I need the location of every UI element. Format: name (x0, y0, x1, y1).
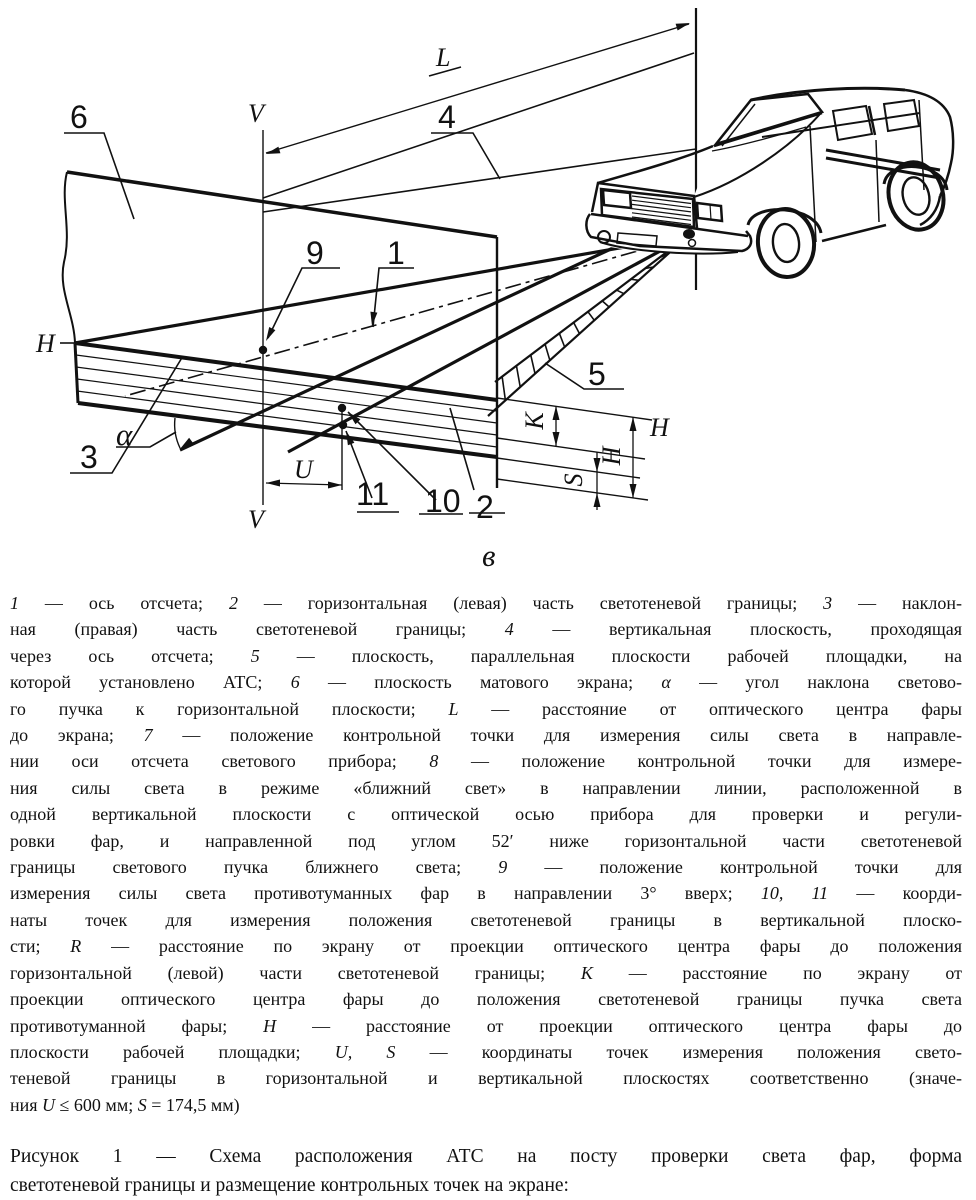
leader-5 (545, 363, 624, 389)
label-1: 1 (387, 235, 405, 271)
dimension-L (266, 23, 690, 154)
legend-line: плоскости рабочей площадки; U, S — координаты точек измерения положения свето- (10, 1041, 962, 1062)
label-6: 6 (70, 99, 88, 135)
caption-line-1: Рисунок 1 — Схема расположения АТС на посту проверки света фар, форма (10, 1146, 962, 1168)
point-11 (339, 421, 347, 429)
legend-line: нии оси отсчета светового прибора; 8 — положение контрольной точки для измере- (10, 751, 962, 772)
label-3: 3 (80, 439, 98, 475)
label-4: 4 (438, 99, 456, 135)
legend-line: границы светового пучка ближнего света; 9 — положение контрольной точки для (10, 857, 962, 878)
label-H-left: H (36, 329, 55, 358)
headlamp-origin-point (683, 229, 695, 239)
caption-line-2: светотеневой границы и размещение контрольных точек на экране: (10, 1175, 569, 1197)
vv-axis-line (263, 130, 342, 505)
figure-legend (0, 578, 976, 1118)
alpha-angle-arc (175, 418, 194, 449)
legend-line: го пучка к горизонтальной плоскости; L — расстояние от оптического центра фары (10, 698, 962, 719)
label-v-top: V (248, 99, 264, 128)
label-H-right: H (650, 413, 669, 442)
headlight-test-diagram (0, 0, 976, 578)
towing-eye (689, 240, 696, 247)
dimension-K (553, 406, 560, 446)
leader-4 (431, 133, 500, 179)
legend-line: ния силы света в режиме «ближний свет» в направлении линии, расположенной в (10, 777, 962, 798)
label-H-rotated: H (597, 446, 626, 466)
label-11: 11 (356, 476, 390, 512)
leader-1 (373, 268, 414, 327)
label-K-rotated: K (520, 412, 549, 430)
label-v-bottom: V (248, 505, 264, 534)
label-10: 10 (425, 483, 461, 519)
point-10 (338, 404, 346, 412)
point-9 (259, 346, 267, 354)
legend-line: теневой границы в горизонтальной и вертикальной плоскостях соответственно (значе- (10, 1068, 962, 1089)
legend-line: одной вертикальной плоскости с оптической осью прибора для проверки и регули- (10, 804, 962, 825)
figure-1-drawing (0, 0, 976, 578)
view-label: в (482, 538, 496, 573)
label-alpha: α (116, 417, 133, 452)
label-2: 2 (476, 489, 494, 525)
label-9: 9 (306, 235, 324, 271)
legend-line: ровки фар, и направленной под углом 52′ ниже горизонтальной части светотеневой (10, 830, 962, 851)
legend-line: наты точек для измерения положения светотеневой границы в вертикальной плоско- (10, 909, 962, 930)
label-U: U (294, 455, 313, 484)
figure-caption (0, 1118, 976, 1200)
legend-line: ная (правая) часть светотеневой границы; 4 — вертикальная плоскость, проходящая (10, 619, 962, 640)
label-S-rotated: S (559, 473, 588, 487)
legend-line: которой установлено АТС; 6 — плоскость матового экрана; α — угол наклона светово- (10, 672, 962, 693)
legend-line: через ось отсчета; 5 — плоскость, параллельная плоскости рабочей площадки, на (10, 645, 962, 666)
legend-line: противотуманной фары; H — расстояние от проекции оптического центра фары до (10, 1015, 963, 1036)
legend-line: до экрана; 7 — положение контрольной точки для измерения силы света в направле- (10, 725, 963, 746)
label-L: L (436, 43, 451, 72)
reference-axis-line (125, 235, 694, 396)
legend-line: горизонтальной (левой) части светотеневой границы; K — расстояние по экрану от (10, 962, 962, 983)
car (586, 88, 953, 279)
legend-line: проекции оптического центра фары до положения светотеневой границы пучка света (10, 989, 962, 1010)
label-5: 5 (588, 356, 606, 392)
legend-line: сти; R — расстояние по экрану от проекции оптического центра фары до положения (10, 936, 962, 957)
legend-line: 1 — ось отсчета; 2 — горизонтальная (левая) часть светотеневой границы; 3 — наклон- (10, 593, 962, 613)
legend-line: ния U ≤ 600 мм; S = 174,5 мм) (10, 1094, 240, 1115)
legend-line: измерения силы света противотуманных фар в направлении 3° вверх; 10, 11 — коорди- (10, 883, 962, 904)
